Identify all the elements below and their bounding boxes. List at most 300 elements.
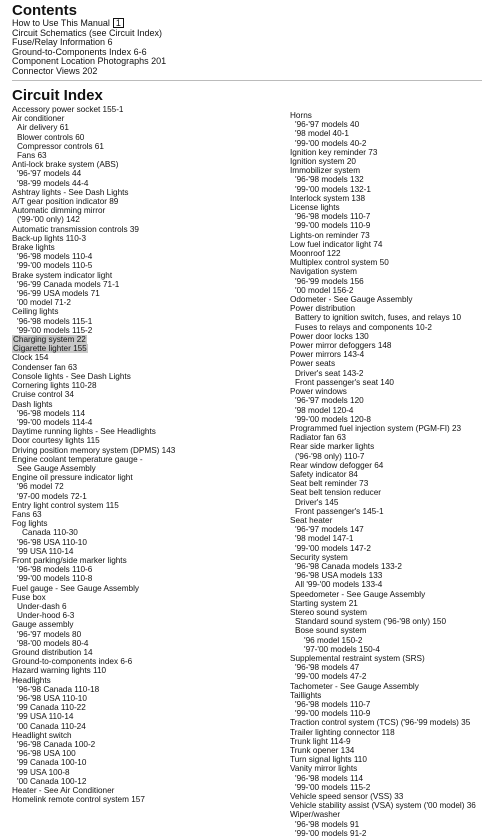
index-entry-text: Cruise control 34 — [12, 390, 74, 400]
index-entry[interactable] — [290, 323, 496, 332]
index-entry[interactable] — [290, 590, 496, 599]
index-entry[interactable] — [290, 148, 496, 157]
index-entry[interactable] — [290, 525, 496, 534]
index-entry-text: '99-'00 models 47-2 — [295, 672, 367, 682]
index-entry[interactable] — [12, 234, 282, 243]
index-entry-text: Fog lights — [12, 519, 48, 529]
index-entry[interactable] — [290, 185, 496, 194]
contents-item[interactable]: Ground-to-Components Index 6-6 — [12, 46, 147, 57]
index-entry-text: Traction control system (TCS) ('96-'99 models) 35 — [290, 718, 471, 728]
index-entry[interactable] — [12, 501, 282, 510]
index-entry[interactable] — [290, 755, 496, 764]
index-entry-text: '98 model 120-4 — [295, 405, 354, 415]
index-entry[interactable] — [290, 221, 496, 230]
index-entry-text: Radiator fan 63 — [290, 433, 346, 443]
index-entry[interactable] — [12, 179, 282, 188]
index-entry[interactable] — [12, 123, 282, 132]
index-entry[interactable] — [290, 544, 496, 553]
index-entry-text: Trunk light 114-9 — [290, 736, 351, 746]
index-entry-text: Blower controls 60 — [17, 132, 85, 142]
index-entry[interactable] — [12, 344, 282, 353]
index-entry[interactable] — [12, 372, 282, 381]
index-entry[interactable] — [290, 350, 496, 359]
index-entry-text: '98 model 40-1 — [295, 129, 349, 139]
index-entry-text: Ground distribution 14 — [12, 647, 93, 657]
index-entry[interactable] — [290, 267, 496, 276]
index-entry[interactable] — [12, 455, 282, 464]
index-entry-text: Canada 110-30 — [22, 528, 78, 538]
index-entry-text: '96-'98 models 110-6 — [17, 565, 93, 575]
index-entry-text: Power windows — [290, 387, 347, 397]
index-entry[interactable] — [290, 452, 496, 461]
index-entry-text: Speedometer - See Gauge Assembly — [290, 589, 426, 599]
index-entry-text: '96-'97 models 120 — [295, 396, 364, 406]
index-entry[interactable] — [290, 700, 496, 709]
index-entry-text: '00 model 71-2 — [17, 298, 71, 308]
index-entry-text: '96-'99 Canada models 71-1 — [17, 279, 120, 289]
index-entry[interactable] — [12, 602, 282, 611]
index-entry[interactable] — [290, 718, 496, 727]
index-entry-text: '96 model 72 — [17, 482, 64, 492]
index-entry[interactable] — [290, 691, 496, 700]
index-entry[interactable] — [290, 332, 496, 341]
index-entry[interactable] — [12, 584, 282, 593]
index-entry[interactable] — [290, 378, 496, 387]
index-entry-text: Dash lights — [12, 399, 53, 409]
index-entry-text: Fans 63 — [12, 509, 42, 519]
index-entry-text: Compressor controls 61 — [17, 141, 104, 151]
index-entry-text: Headlight switch — [12, 730, 72, 740]
index-entry[interactable] — [290, 617, 496, 626]
index-entry[interactable] — [12, 363, 282, 372]
index-entry-text: Moonroof 122 — [290, 249, 341, 259]
index-entry[interactable] — [12, 731, 282, 740]
index-entry-text: Door courtesy lights 115 — [12, 436, 100, 446]
index-entry[interactable] — [12, 271, 282, 280]
index-entry-text: Fans 63 — [17, 151, 47, 161]
index-entry[interactable] — [290, 166, 496, 175]
index-entry-text: Trunk opener 134 — [290, 746, 355, 756]
index-entry-text: '99-'00 models 91-2 — [295, 828, 367, 838]
index-entry-text: Ashtray lights - See Dash Lights — [12, 187, 129, 197]
index-entry-text: Air conditioner — [12, 114, 65, 124]
index-entry[interactable] — [290, 820, 496, 829]
index-entry-text: Turn signal lights 110 — [290, 755, 367, 765]
index-entry-text: Brake lights — [12, 243, 55, 253]
index-entry[interactable] — [12, 243, 282, 252]
index-entry[interactable] — [12, 611, 282, 620]
index-entry[interactable] — [290, 369, 496, 378]
index-entry-text: Ignition key reminder 73 — [290, 147, 378, 157]
index-entry-text: '99-'00 models 120-8 — [295, 414, 371, 424]
index-entry[interactable] — [12, 215, 282, 224]
index-entry-text: Seat belt reminder 73 — [290, 479, 369, 489]
index-entry[interactable] — [290, 746, 496, 755]
index-entry[interactable] — [12, 307, 282, 316]
index-entry-text: Power mirrors 143-4 — [290, 350, 365, 360]
index-entry-text: Condenser fan 63 — [12, 362, 78, 372]
index-entry[interactable] — [12, 492, 282, 501]
index-entry-text: Automatic transmission controls 39 — [12, 224, 139, 234]
index-column-right — [290, 111, 496, 838]
index-entry[interactable] — [12, 252, 282, 261]
index-entry-text: Fuel gauge - See Gauge Assembly — [12, 583, 139, 593]
index-entry-text: Ceiling lights — [12, 307, 59, 317]
index-entry[interactable] — [290, 599, 496, 608]
index-entry-text: Horns — [290, 111, 312, 120]
index-entry-text: See Gauge Assembly — [17, 463, 96, 473]
index-entry[interactable] — [290, 801, 496, 810]
index-entry[interactable] — [12, 795, 282, 804]
index-entry[interactable] — [290, 571, 496, 580]
index-entry[interactable] — [290, 488, 496, 497]
index-entry-text: '96-'98 Canada 110-18 — [17, 684, 100, 694]
index-entry[interactable] — [12, 326, 282, 335]
index-entry-text: Heater - See Air Conditioner — [12, 786, 115, 796]
contents-item[interactable]: Fuse/Relay Information 6 — [12, 37, 113, 48]
index-entry-text: '00 Canada 110-24 — [17, 721, 86, 731]
index-entry-text: '96-'98 models 110-4 — [17, 252, 93, 262]
index-entry-text: '98-'00 models 80-4 — [17, 638, 89, 648]
index-entry[interactable] — [290, 341, 496, 350]
index-entry-text: '96-'98 Canada 100-2 — [17, 740, 96, 750]
index-entry[interactable] — [12, 169, 282, 178]
index-entry-text: Vehicle stability assist (VSA) system ('00 model) 36 — [290, 801, 476, 811]
index-entry-text: Front parking/side marker lights — [12, 555, 127, 565]
index-entry[interactable] — [12, 400, 282, 409]
index-entry-text: '99 Canada 110-22 — [17, 703, 86, 713]
index-entry-text: Under-hood 6-3 — [17, 611, 75, 621]
index-entry-text: Cornering lights 110-28 — [12, 381, 97, 391]
index-entry-text: Vehicle speed sensor (VSS) 33 — [290, 792, 404, 802]
index-entry[interactable] — [290, 194, 496, 203]
index-entry[interactable] — [12, 593, 282, 602]
index-entry-text: '99 USA 100-8 — [17, 767, 70, 777]
index-entry[interactable] — [12, 446, 282, 455]
index-entry-text: Odometer - See Gauge Assembly — [290, 295, 413, 305]
index-entry[interactable] — [12, 740, 282, 749]
index-entry[interactable] — [290, 608, 496, 617]
index-entry[interactable] — [290, 396, 496, 405]
index-entry-text: Power mirror defoggers 148 — [290, 341, 392, 351]
index-entry[interactable] — [290, 359, 496, 368]
index-entry-text: Fuse box — [12, 592, 46, 602]
index-entry-text: '00 model 156-2 — [295, 285, 354, 295]
index-entry[interactable] — [290, 212, 496, 221]
index-entry[interactable] — [290, 415, 496, 424]
index-entry-text: '98 model 147-1 — [295, 534, 354, 544]
index-entry[interactable] — [290, 157, 496, 166]
index-entry[interactable] — [12, 151, 282, 160]
index-entry-text: Driver's seat 143-2 — [295, 368, 364, 378]
index-entry[interactable] — [290, 111, 496, 120]
index-entry-text: Fuses to relays and components 10-2 — [295, 322, 432, 332]
index-entry-text: Under-dash 6 — [17, 601, 67, 611]
index-entry[interactable] — [12, 666, 282, 675]
index-entry[interactable] — [12, 464, 282, 473]
index-entry[interactable] — [290, 286, 496, 295]
index-entry-text: '99-'00 models 132-1 — [295, 184, 371, 194]
index-entry[interactable] — [290, 258, 496, 267]
index-entry[interactable] — [290, 682, 496, 691]
index-entry-text: Rear side marker lights — [290, 442, 375, 452]
index-entry-text: Starting system 21 — [290, 598, 358, 608]
index-entry[interactable] — [12, 712, 282, 721]
index-entry[interactable] — [12, 657, 282, 666]
index-entry-text: '96-'97 models 40 — [295, 120, 360, 130]
index-entry[interactable] — [12, 648, 282, 657]
index-entry-text: Front passenger's 145-1 — [295, 506, 384, 516]
index-entry-text: Anti-lock brake system (ABS) — [12, 160, 119, 170]
index-entry[interactable] — [12, 510, 282, 519]
contents-item-label: How to Use This Manual — [12, 18, 110, 28]
index-entry[interactable] — [12, 676, 282, 685]
index-entry[interactable] — [290, 313, 496, 322]
index-entry[interactable] — [12, 353, 282, 362]
index-entry[interactable] — [290, 829, 496, 838]
index-entry[interactable] — [12, 556, 282, 565]
section-divider — [12, 80, 482, 81]
index-entry[interactable] — [12, 436, 282, 445]
index-entry-text: Ground-to-components index 6-6 — [12, 657, 133, 667]
index-entry[interactable] — [290, 479, 496, 488]
index-entry-text: '96-'98 models 110-7 — [295, 212, 371, 222]
index-entry[interactable] — [12, 206, 282, 215]
index-entry-text: Immobilizer system — [290, 166, 361, 176]
index-entry[interactable] — [12, 639, 282, 648]
index-entry-text: Interlock system 138 — [290, 193, 366, 203]
index-entry-text: Vanity mirror lights — [290, 764, 358, 774]
index-entry[interactable] — [290, 534, 496, 543]
index-entry-text: '96-'98 models 115-1 — [17, 316, 93, 326]
index-entry[interactable] — [290, 636, 496, 645]
index-entry[interactable] — [12, 749, 282, 758]
contents-item[interactable]: Component Location Photographs 201 — [12, 56, 167, 67]
index-entry-text: Rear window defogger 64 — [290, 460, 384, 470]
index-entry-text: Driver's 145 — [295, 497, 339, 507]
index-entry-text: '99 USA 110-14 — [17, 546, 74, 556]
index-entry-text: '96-'98 models 114 — [295, 773, 364, 783]
index-entry[interactable] — [290, 249, 496, 258]
index-entry[interactable] — [12, 630, 282, 639]
index-entry[interactable] — [12, 473, 282, 482]
index-entry-text: '99-'00 models 115-2 — [295, 782, 371, 792]
index-entry[interactable] — [290, 654, 496, 663]
index-entry-text: '99-'00 models 110-5 — [17, 261, 93, 271]
index-entry-text: Engine oil pressure indicator light — [12, 473, 133, 483]
index-entry[interactable] — [12, 335, 282, 344]
index-entry[interactable] — [290, 129, 496, 138]
index-entry[interactable] — [12, 289, 282, 298]
index-entry-text: '96-'97 models 44 — [17, 169, 82, 179]
index-entry[interactable] — [290, 562, 496, 571]
index-entry-text: Ignition system 20 — [290, 157, 356, 167]
index-entry[interactable] — [12, 685, 282, 694]
index-entry[interactable] — [290, 516, 496, 525]
index-entry[interactable] — [290, 470, 496, 479]
index-entry-text: '96 model 150-2 — [304, 635, 363, 645]
page-number-box: 1 — [113, 18, 124, 28]
index-entry-text: Navigation system — [290, 267, 357, 277]
index-entry-text: '96-'98 models 91 — [295, 819, 360, 829]
index-entry[interactable] — [12, 528, 282, 537]
index-entry-text: '96-'99 USA models 71 — [17, 289, 100, 299]
index-entry-text: Lights-on reminder 73 — [290, 230, 370, 240]
index-entry[interactable] — [12, 142, 282, 151]
index-entry-text: Headlights — [12, 675, 51, 685]
index-entry-text: Accessory power socket 155-1 — [12, 105, 124, 114]
contents-list — [12, 18, 312, 77]
index-entry[interactable] — [12, 197, 282, 206]
index-entry[interactable] — [12, 538, 282, 547]
index-entry-text: Trailer lighting connector 118 — [290, 727, 395, 737]
index-entry-text: Supplemental restraint system (SRS) — [290, 653, 425, 663]
index-entry-text: Homelink remote control system 157 — [12, 795, 145, 805]
index-column-left — [12, 105, 282, 804]
index-entry[interactable] — [290, 645, 496, 654]
index-entry[interactable] — [12, 418, 282, 427]
index-entry[interactable] — [290, 406, 496, 415]
index-entry[interactable] — [290, 231, 496, 240]
index-entry[interactable] — [12, 427, 282, 436]
index-entry[interactable] — [290, 553, 496, 562]
contents-item[interactable]: Circuit Schematics (see Circuit Index) — [12, 27, 163, 38]
index-entry[interactable] — [12, 547, 282, 556]
index-entry[interactable] — [12, 694, 282, 703]
index-entry-text: '97-'00 models 150-4 — [304, 644, 380, 654]
index-entry-text: Low fuel indicator light 74 — [290, 239, 383, 249]
index-entry[interactable] — [12, 114, 282, 123]
index-entry[interactable] — [290, 120, 496, 129]
index-entry[interactable] — [12, 105, 282, 114]
index-entry[interactable] — [290, 507, 496, 516]
index-entry-text: '99-'00 models 147-2 — [295, 543, 371, 553]
index-entry-text: '96-'98 USA models 133 — [295, 571, 383, 581]
index-entry[interactable] — [12, 777, 282, 786]
index-entry[interactable] — [12, 390, 282, 399]
index-entry-text: ('99-'00 only) 142 — [17, 215, 80, 225]
index-entry[interactable] — [12, 225, 282, 234]
index-entry-text: '96-'98 Canada models 133-2 — [295, 561, 402, 571]
index-entry-text: A/T gear position indicator 89 — [12, 197, 119, 207]
index-entry[interactable] — [290, 764, 496, 773]
index-entry-text: '96-'98 models 110-7 — [295, 700, 371, 709]
index-entry-text: '96-'98 models 132 — [295, 175, 364, 185]
index-entry[interactable] — [12, 409, 282, 418]
index-entry-text: Gauge assembly — [12, 620, 74, 630]
index-entry[interactable] — [12, 519, 282, 528]
index-entry[interactable] — [290, 203, 496, 212]
index-entry-text: Engine coolant temperature gauge - — [12, 454, 143, 464]
index-entry-text: '99-'00 models 110-9 — [295, 221, 371, 231]
index-entry-text: Clock 154 — [12, 353, 49, 363]
index-entry[interactable] — [290, 783, 496, 792]
index-entry[interactable] — [290, 139, 496, 148]
index-entry[interactable] — [290, 728, 496, 737]
index-entry[interactable] — [12, 482, 282, 491]
index-entry-text: All '99-'00 models 133-4 — [295, 580, 383, 590]
index-entry[interactable] — [12, 574, 282, 583]
index-entry[interactable] — [12, 703, 282, 712]
index-entry[interactable] — [290, 433, 496, 442]
circuit-index-heading: Circuit Index — [12, 87, 103, 104]
index-entry-text: Safety indicator 84 — [290, 469, 358, 479]
index-entry-text: Automatic dimming mirror — [12, 206, 106, 216]
index-entry-text: '96-'97 models 80 — [17, 629, 82, 639]
index-entry-text: Back-up lights 110-3 — [12, 233, 87, 243]
index-entry[interactable] — [290, 737, 496, 746]
index-entry[interactable] — [12, 620, 282, 629]
index-entry[interactable] — [290, 240, 496, 249]
index-entry-text: '99-'00 models 110-8 — [17, 574, 93, 584]
index-entry-text: Taillights — [290, 690, 322, 700]
index-entry-text: Power distribution — [290, 304, 356, 314]
index-entry[interactable] — [290, 442, 496, 451]
index-entry[interactable] — [290, 498, 496, 507]
index-entry-text: '96-'98 USA 110-10 — [17, 537, 87, 547]
index-entry[interactable] — [290, 774, 496, 783]
index-entry-text: Wiper/washer — [290, 810, 341, 820]
index-entry[interactable] — [12, 133, 282, 142]
index-entry-text: Seat belt tension reducer — [290, 488, 382, 498]
index-entry-text: Front passenger's seat 140 — [295, 377, 394, 387]
index-entry-text: '98-'99 models 44-4 — [17, 178, 89, 188]
index-entry[interactable] — [12, 298, 282, 307]
index-entry[interactable] — [290, 672, 496, 681]
index-entry[interactable] — [12, 188, 282, 197]
index-entry[interactable] — [290, 387, 496, 396]
index-entry[interactable] — [290, 277, 496, 286]
index-entry-text: Seat heater — [290, 515, 333, 525]
index-entry[interactable] — [12, 317, 282, 326]
index-entry-text: '99-'00 models 110-9 — [295, 709, 371, 719]
index-entry[interactable] — [12, 280, 282, 289]
index-entry-text: '96-'98 USA 100 — [17, 749, 76, 759]
index-entry[interactable] — [290, 626, 496, 635]
index-entry[interactable] — [12, 160, 282, 169]
index-entry-text: Hazard warning lights 110 — [12, 666, 107, 676]
index-entry[interactable] — [12, 381, 282, 390]
index-entry[interactable] — [12, 786, 282, 795]
index-entry-text: '99 Canada 100-10 — [17, 758, 87, 768]
index-entry[interactable] — [290, 663, 496, 672]
index-entry[interactable] — [290, 709, 496, 718]
index-entry[interactable] — [12, 565, 282, 574]
index-entry-text: '00 Canada 100-12 — [17, 776, 87, 786]
index-entry[interactable] — [290, 304, 496, 313]
index-entry[interactable] — [290, 424, 496, 433]
index-entry-text: '99-'00 models 114-4 — [17, 417, 93, 427]
index-entry-text: '97-00 models 72-1 — [17, 491, 87, 501]
index-entry-text: Power seats — [290, 359, 336, 369]
index-entry-text: Tachometer - See Gauge Assembly — [290, 681, 419, 691]
index-entry[interactable] — [12, 768, 282, 777]
index-entry[interactable] — [12, 261, 282, 270]
index-entry[interactable] — [290, 792, 496, 801]
index-entry-text: Bose sound system — [295, 626, 367, 636]
index-entry[interactable] — [290, 295, 496, 304]
contents-item[interactable]: Connector Views 202 — [12, 65, 98, 76]
index-entry[interactable] — [290, 461, 496, 470]
index-entry[interactable] — [290, 175, 496, 184]
index-entry[interactable] — [12, 758, 282, 767]
index-entry[interactable] — [290, 810, 496, 819]
index-entry-text: ('96-'98 only) 110-7 — [295, 451, 365, 461]
index-entry-text: '96-'98 models 47 — [295, 663, 360, 673]
contents-item[interactable] — [12, 18, 312, 29]
index-entry[interactable] — [12, 722, 282, 731]
index-entry[interactable] — [290, 580, 496, 589]
